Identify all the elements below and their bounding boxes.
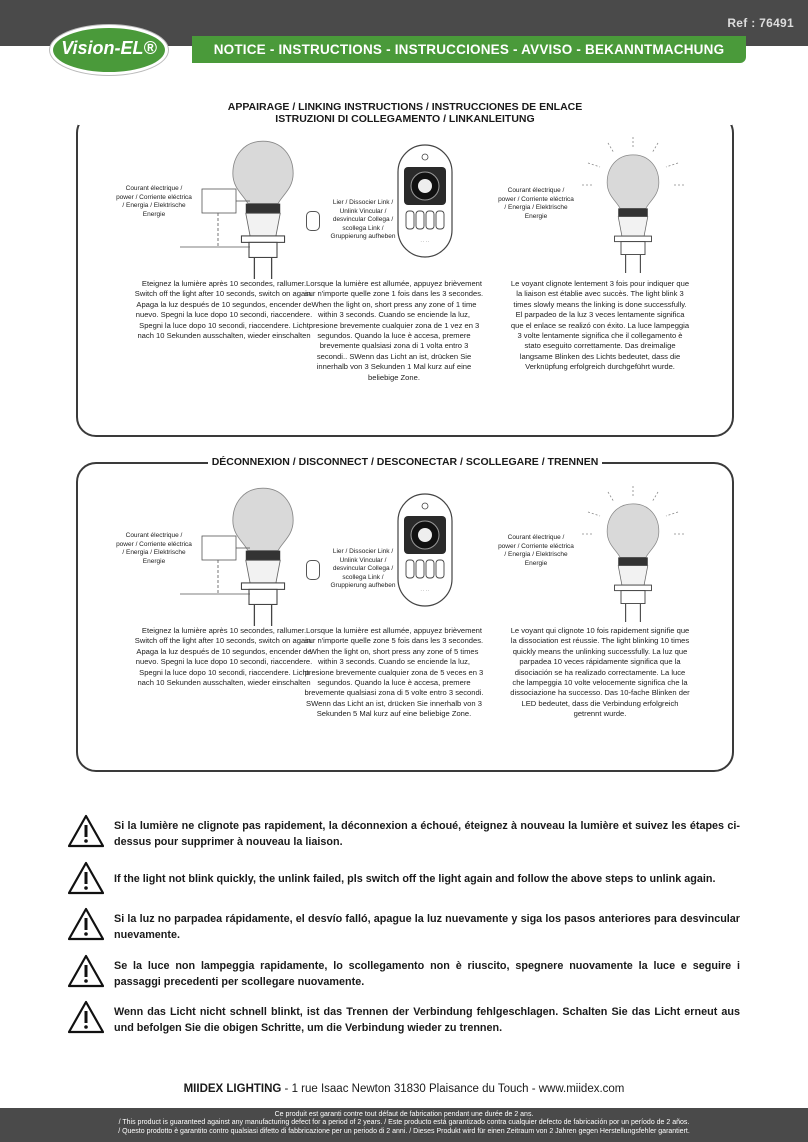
warning-icon xyxy=(68,1000,104,1034)
linking-step-3-text: Le voyant clignote lentement 3 fois pour indiquer que la liaison est établie avec succès. The light blink 3 times slowly means the linking is done successfully. El parpadeo de la luz 3 veces lentamente significa que el enlace se realizó con éxito. La luce lampeggia 3 volte lentamente significa che il collegamento è stato eseguito correttamente. Das dreimalige langsame Blinken des Lichts bedeutet, dass die Verknüpfung erfolgreich durchgeführt wurde. xyxy=(510,279,690,372)
warning-icon xyxy=(68,861,104,895)
zone-pad-icon xyxy=(306,560,320,580)
warranty-bar xyxy=(0,1108,808,1142)
remote-action-label: Lier / Dissocier Link / Unlink Vincular / desvincular Collega / scollega Link / Gruppierung aufheben xyxy=(330,548,396,589)
company-name: MIIDEX LIGHTING xyxy=(183,1083,282,1095)
warning-item: If the light not blink quickly, the unlink failed, pls switch off the light again and follow the above steps to unlink again. xyxy=(68,861,740,895)
power-label-right: Courant électrique / power / Corriente eléctrica / Energia / Elektrische Energie xyxy=(498,187,574,220)
linking-step-1-text: Eteignez la lumière après 10 secondes, rallumer. Switch off the light after 10 seconds, switch on again. Apaga la luz después de 10 segundos, encender de nuevo. Spegni la luce dopo 10 secondi, riaccendere. Spegni la luce dopo 10 secondi, riaccendere. Licht nach 10 Sekunden ausschalten, wieder einschalten xyxy=(134,279,314,341)
warning-icon xyxy=(68,814,104,848)
linking-section-title: APPAIRAGE / LINKING INSTRUCTIONS / INSTRUCCIONES DE ENLACE ISTRUZIONI DI COLLEGAMENTO / LINKANLEITUNG xyxy=(78,101,732,125)
address-text: - 1 rue Isaac Newton 31830 Plaisance du Touch - www.miidex.com xyxy=(281,1083,625,1095)
linking-section xyxy=(76,101,734,437)
warning-item: Wenn das Licht nicht schnell blinkt, ist das Trennen der Verbindung fehlgeschlagen. Schalten Sie das Licht erneut aus und befolgen Sie die obigen Schritte, um die Verbindung wieder zu trennen. xyxy=(68,1000,740,1034)
glow-rays xyxy=(578,135,688,225)
warning-icon xyxy=(68,907,104,941)
warning-icon xyxy=(68,954,104,988)
reference-number: Ref : 76491 xyxy=(727,16,794,30)
company-address xyxy=(0,1083,808,1095)
remote-control-illustration xyxy=(396,492,454,608)
power-label: Courant électrique / power / Corriente eléctrica / Energia / Elektrische Energie xyxy=(116,532,192,565)
unlink-step-2-text: Lorsque la lumière est allumée, appuyez brièvement sur n'importe quelle zone 5 fois dans les 3 secondes. When the light on, short press any zone of 5 times within 3 seconds. Cuando se enciende la luz, presione brevemente cualquier zona de 5 veces en 3 segundos. Quando la luce è accesa, premere brevemente qualsiasi zona di 5 volte entro 3 secondi. SWenn das Licht an ist, drücken Sie innerhalb von 3 Sekunden 5 Mal kurz auf eine beliebige Zone. xyxy=(304,626,484,719)
unlink-step-1-text: Eteignez la lumière après 10 secondes, rallumer. Switch off the light after 10 seconds, switch on again. Apaga la luz después de 10 segundos, encender de nuevo. Spegni la luce dopo 10 secondi, riaccendere. Spegni la luce dopo 10 secondi, riaccendere. Licht nach 10 Sekunden ausschalten, wieder einschalten xyxy=(134,626,314,688)
remote-action-label: Lier / Dissocier Link / Unlink Vincular / desvincular Collega / scollega Link / Gruppierung aufheben xyxy=(330,199,396,240)
power-label: Courant électrique / power / Corriente eléctrica / Energia / Elektrische Energie xyxy=(116,185,192,218)
glow-rays xyxy=(578,484,688,574)
warranty-line: / Questo prodotto è garantito contro qualsiasi difetto di fabbricazione per un periodo di 2 anni. / Dieses Produkt wird für einen Zeitraum von 2 Jahren gegen Herstellungsfehler garantiert. xyxy=(118,1127,690,1135)
warranty-line: / This product is guaranteed against any manufacturing defect for a period of 2 years. / Este producto está garantizado contra cualquier defecto de fabricación por un período de 2 años. xyxy=(118,1119,690,1127)
brand-logo: Vision-EL® xyxy=(50,25,168,75)
warning-item: Se la luce non lampeggia rapidamente, lo scollegamento non è riuscito, spegnere nuovamente la luce e seguire i passaggi precedenti per scollegare nuovamente. xyxy=(68,954,740,988)
warranty-line: Ce produit est garanti contre tout défaut de fabrication pendant une durée de 2 ans. xyxy=(274,1111,534,1118)
linking-step-2-text: Lorsque la lumière est allumée, appuyez brièvement sur n'importe quelle zone 1 fois dans les 3 secondes. When the light on, short press any zone of 1 time within 3 seconds. Cuando se enciende la luz, presione brevemente cualquier zona de 1 vez en 3 segundos. Quando la luce è accesa, premere brevemente qualsiasi zona di 1 volta entro 3 secondi.. SWenn das Licht an ist, drücken Sie innerhalb von 3 Sekunden 1 Mal kurz auf eine beliebige Zone. xyxy=(304,279,484,382)
remote-control-illustration xyxy=(396,143,454,259)
zone-pad-icon xyxy=(306,211,320,231)
warning-item: Si la lumière ne clignote pas rapidement, la déconnexion a échoué, éteignez à nouveau la lumière et suivez les étapes ci-dessus pour supprimer à nouveau la liaison. xyxy=(68,814,740,848)
unlink-step-3-text: Le voyant qui clignote 10 fois rapidement signifie que la dissociation est réussie. The light blinking 10 times quickly means the unlinking successfully. La luz que parpadea 10 veces rápidamente significa que la disociación se ha realizado correctamente. La luce che lampeggia 10 volte velocemente significa che la dissociazione ha successo. Das 10-fache Blinken der LED bedeutet, dass die Verbindung erfolgreich getrennt wurde. xyxy=(510,626,690,719)
unlink-section-title: DÉCONNEXION / DISCONNECT / DESCONECTAR / SCOLLEGARE / TRENNEN xyxy=(78,456,732,468)
title-banner: NOTICE - INSTRUCTIONS - INSTRUCCIONES - AVVISO - BEKANNTMACHUNG xyxy=(192,36,746,63)
power-label-right: Courant électrique / power / Corriente eléctrica / Energia / Elektrische Energie xyxy=(498,534,574,567)
warning-item: Si la luz no parpadea rápidamente, el desvío falló, apague la luz nuevamente y siga los pasos anteriores para desvincular nuevamente. xyxy=(68,907,740,941)
unlink-section xyxy=(76,456,734,772)
